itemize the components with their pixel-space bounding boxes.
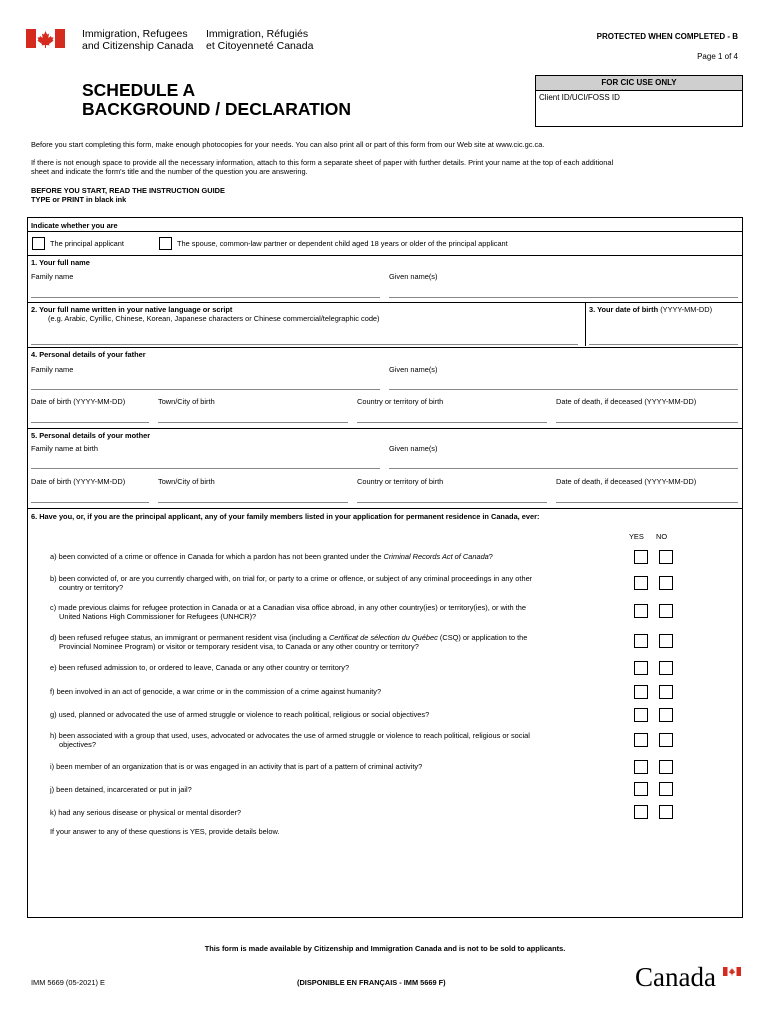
- canada-wordmark: Canada: [635, 962, 716, 992]
- q3-dob-input[interactable]: [589, 344, 738, 345]
- q6i-text: i) been member of an organization that is or was engaged in an activity that is part of a pattern of criminal activity?: [50, 762, 423, 771]
- q6a-act: Criminal Records Act of Canada: [383, 552, 489, 561]
- q3-format: (YYYY-MM-DD): [660, 305, 713, 314]
- q1-family-input[interactable]: [31, 297, 380, 298]
- q5-death-label: Date of death, if deceased (YYYY-MM-DD): [556, 477, 697, 486]
- form-code: IMM 5669 (05-2021) E: [31, 978, 105, 987]
- q5-title: 5. Personal details of your mother: [31, 431, 151, 440]
- q6d-yes-checkbox[interactable]: [634, 634, 648, 648]
- client-id-label: Client ID/UCI/FOSS ID: [539, 93, 620, 102]
- intro-p2-line2: sheet and indicate the form's title and the number of the question you are answering.: [31, 167, 308, 176]
- q6-title: 6. Have you, or, if you are the principal applicant, any of your family members listed in your application for permanent residence in Canada, ever:: [31, 512, 540, 521]
- q4-town-input[interactable]: [158, 422, 348, 423]
- title-line2: BACKGROUND / DECLARATION: [82, 99, 351, 119]
- intro-paragraph-2: [31, 158, 741, 176]
- q5-dob-label: Date of birth (YYYY-MM-DD): [31, 477, 126, 486]
- q6c-no-checkbox[interactable]: [659, 604, 673, 618]
- q6j-no-checkbox[interactable]: [659, 782, 673, 796]
- q5-town-input[interactable]: [158, 502, 348, 503]
- q6h-no-checkbox[interactable]: [659, 733, 673, 747]
- q4-country-label: Country or territory of birth: [357, 397, 444, 406]
- principal-applicant-label: The principal applicant: [50, 239, 124, 248]
- q6a-end: ?: [488, 552, 493, 561]
- spouse-dependent-checkbox[interactable]: [159, 237, 172, 250]
- canada-flag-icon: [26, 29, 65, 48]
- q4-country-input[interactable]: [357, 422, 547, 423]
- before-you-start: [31, 186, 225, 204]
- dept-fr-line2: et Citoyenneté Canada: [206, 40, 314, 52]
- q6g-no-checkbox[interactable]: [659, 708, 673, 722]
- dept-en-line2: and Citizenship Canada: [82, 40, 194, 52]
- q4-title: 4. Personal details of your father: [31, 350, 146, 359]
- q1-family-label: Family name: [31, 272, 74, 281]
- q6b-line2: country or territory?: [59, 583, 124, 592]
- q6-details-instruction: If your answer to any of these questions is YES, provide details below.: [50, 827, 280, 836]
- q4-death-label: Date of death, if deceased (YYYY-MM-DD): [556, 397, 697, 406]
- q4-family-input[interactable]: [31, 389, 380, 390]
- q5-country-input[interactable]: [357, 502, 547, 503]
- dept-name-en: [82, 28, 194, 52]
- dept-name-fr: [206, 28, 313, 52]
- q6j-text: j) been detained, incarcerated or put in jail?: [50, 785, 192, 794]
- q6c-line1: c) made previous claims for refugee protection in Canada or at a Canadian visa office abroad, in any other country(ies) or territory(ies), or with the: [50, 603, 526, 612]
- q6k-text: k) had any serious disease or physical or mental disorder?: [50, 808, 242, 817]
- q6-yes-header: YES: [629, 532, 644, 541]
- q6g-text: g) used, planned or advocated the use of armed struggle or violence to reach political, religious or social objectives?: [50, 710, 430, 719]
- before-line1: BEFORE YOU START, READ THE INSTRUCTION GUIDE: [31, 186, 225, 195]
- q4-dob-input[interactable]: [31, 422, 149, 423]
- q6h-text: [50, 731, 630, 749]
- q6b-no-checkbox[interactable]: [659, 576, 673, 590]
- cic-use-header: FOR CIC USE ONLY: [536, 76, 742, 91]
- q6h-yes-checkbox[interactable]: [634, 733, 648, 747]
- q5-dob-input[interactable]: [31, 502, 149, 503]
- q4-dob-label: Date of birth (YYYY-MM-DD): [31, 397, 126, 406]
- q5-country-label: Country or territory of birth: [357, 477, 444, 486]
- page-title: [82, 81, 351, 119]
- q3-title-text: 3. Your date of birth: [589, 305, 659, 314]
- q1-given-input[interactable]: [389, 297, 738, 298]
- q6b-line1: b) been convicted of, or are you currently charged with, on trial for, or party to a crime or offence, or subject of any criminal proceedings in any other: [50, 574, 533, 583]
- indicate-label: Indicate whether you are: [31, 221, 118, 230]
- french-version-note: (DISPONIBLE EN FRANÇAIS - IMM 5669 F): [297, 978, 446, 987]
- q6e-no-checkbox[interactable]: [659, 661, 673, 675]
- q6a-text: [50, 552, 493, 561]
- q6f-yes-checkbox[interactable]: [634, 685, 648, 699]
- q6-details-textarea[interactable]: [50, 840, 738, 912]
- q6c-yes-checkbox[interactable]: [634, 604, 648, 618]
- q6h-line2: objectives?: [59, 740, 96, 749]
- intro-p2-line1: If there is not enough space to provide all the necessary information, attach to this form a separate sheet of paper with further details. Print your name at the top of each additional: [31, 158, 614, 167]
- client-id-input[interactable]: [539, 107, 737, 122]
- q4-given-input[interactable]: [389, 389, 738, 390]
- q2-title: 2. Your full name written in your native language or script: [31, 305, 233, 314]
- q4-given-label: Given name(s): [389, 365, 438, 374]
- q2-native-name-input[interactable]: [31, 344, 578, 345]
- q5-family-input[interactable]: [31, 468, 380, 469]
- q6e-yes-checkbox[interactable]: [634, 661, 648, 675]
- q6c-text: [50, 603, 625, 621]
- q6h-line1: h) been associated with a group that used, uses, advocated or advocates the use of armed struggle or violence to reach political, religious or social: [50, 731, 530, 740]
- q4-family-label: Family name: [31, 365, 74, 374]
- q5-town-label: Town/City of birth: [158, 477, 215, 486]
- q6a-yes-checkbox[interactable]: [634, 550, 648, 564]
- q6-no-header: NO: [656, 532, 668, 541]
- q6d-text: [50, 633, 630, 651]
- q5-family-label: Family name at birth: [31, 444, 98, 453]
- q2-subtitle: (e.g. Arabic, Cyrillic, Chinese, Korean, Japanese characters or Chinese commercial/telegraphic code): [48, 314, 380, 323]
- q6k-no-checkbox[interactable]: [659, 805, 673, 819]
- spouse-dependent-label: The spouse, common-law partner or dependent child aged 18 years or older of the principal applicant: [177, 239, 508, 248]
- principal-applicant-checkbox[interactable]: [32, 237, 45, 250]
- q6d-end: (CSQ) or application to the: [439, 633, 528, 642]
- q6d-main: d) been refused refugee status, an immigrant or permanent resident visa (including a: [50, 633, 327, 642]
- q6c-line2: United Nations High Commissioner for Refugees (UNHCR)?: [59, 612, 257, 621]
- q3-title: [589, 305, 712, 314]
- q4-death-input[interactable]: [556, 422, 738, 423]
- q1-title: 1. Your full name: [31, 258, 90, 267]
- dept-fr-line1: Immigration, Réfugiés: [206, 28, 309, 40]
- q6b-text: [50, 574, 625, 592]
- q6f-text: f) been involved in an act of genocide, a war crime or in the commission of a crime against humanity?: [50, 687, 382, 696]
- q5-death-input[interactable]: [556, 502, 738, 503]
- q4-town-label: Town/City of birth: [158, 397, 215, 406]
- before-line2: TYPE or PRINT in black ink: [31, 195, 127, 204]
- q6d-no-checkbox[interactable]: [659, 634, 673, 648]
- q6g-yes-checkbox[interactable]: [634, 708, 648, 722]
- q6k-yes-checkbox[interactable]: [634, 805, 648, 819]
- title-line1: SCHEDULE A: [82, 80, 196, 100]
- q6i-no-checkbox[interactable]: [659, 760, 673, 774]
- q6e-text: e) been refused admission to, or ordered to leave, Canada or any other country or territory?: [50, 663, 350, 672]
- q6i-yes-checkbox[interactable]: [634, 760, 648, 774]
- wordmark-flag-icon: [723, 963, 741, 972]
- q5-given-label: Given name(s): [389, 444, 438, 453]
- footer-notice: This form is made available by Citizenship and Immigration Canada and is not to be sold to applicants.: [204, 944, 566, 953]
- page-number: Page 1 of 4: [697, 52, 738, 61]
- q6d-csq: Certificat de sélection du Québec: [328, 633, 438, 642]
- q6d-line2: Provincial Nominee Program) or visitor or temporary resident visa, to Canada or any other country or territory?: [59, 642, 419, 651]
- q1-given-label: Given name(s): [389, 272, 438, 281]
- dept-en-line1: Immigration, Refugees: [82, 28, 188, 40]
- q5-given-input[interactable]: [389, 468, 738, 469]
- q6b-yes-checkbox[interactable]: [634, 576, 648, 590]
- q6a-no-checkbox[interactable]: [659, 550, 673, 564]
- q6j-yes-checkbox[interactable]: [634, 782, 648, 796]
- intro-paragraph-1: Before you start completing this form, make enough photocopies for your needs. You can also print all or part of this form from our Web site at www.cic.gc.ca.: [31, 140, 545, 149]
- q6a-main: a) been convicted of a crime or offence in Canada for which a pardon has not been granted under the: [50, 552, 382, 561]
- protected-label: PROTECTED WHEN COMPLETED - B: [596, 32, 738, 41]
- q6f-no-checkbox[interactable]: [659, 685, 673, 699]
